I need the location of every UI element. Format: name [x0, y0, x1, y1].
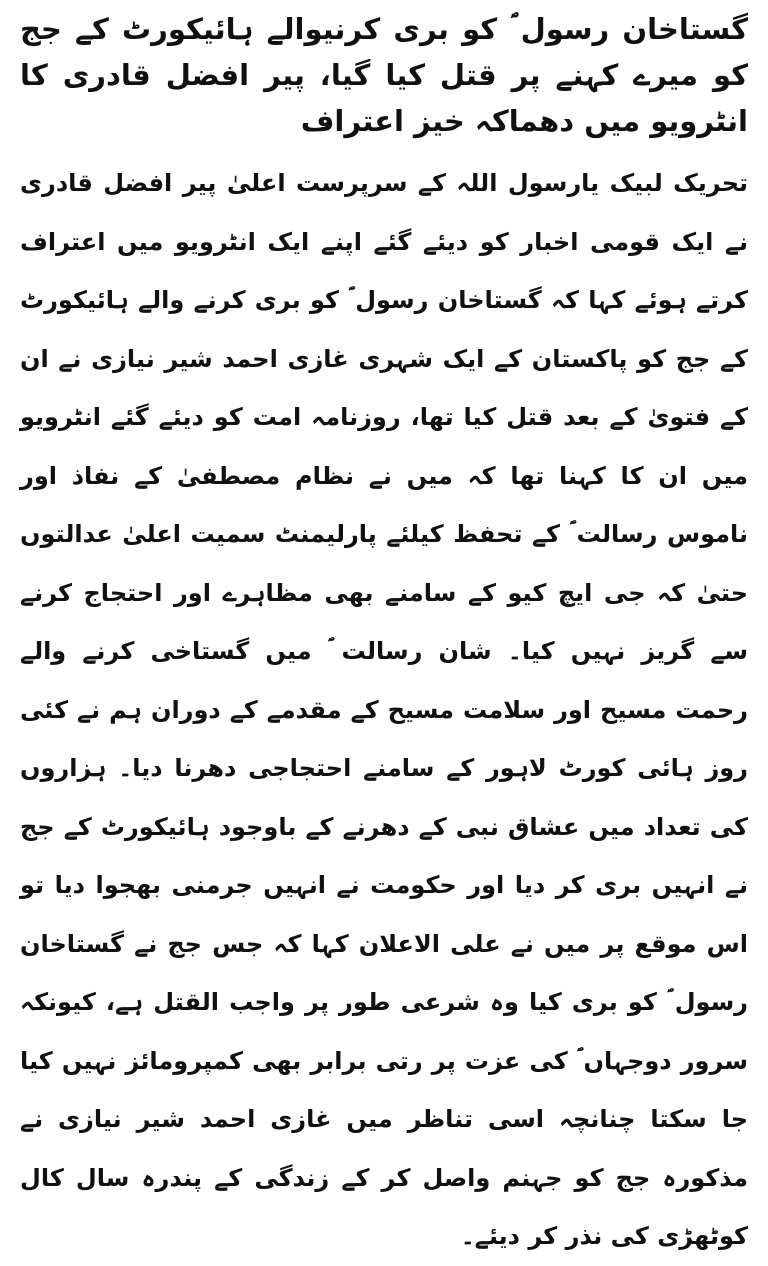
- article-body: تحریک لبیک یارسول اللہ کے سرپرست اعلیٰ پیر افضل قادری نے ایک قومی اخبار کو دیئے گئے اپنے ایک انٹرویو میں اعتراف کرتے ہوئے کہا کہ گستاخان رسول ؐ کو بری کرنے والے ہائیکورٹ کے جج کو پاکستان کے ایک شہری غازی احمد شیر نیازی نے ان کے فتویٰ کے بعد قتل کیا تھا، روزنامہ امت کو دیئے گئے انٹرویو میں ان کا کہنا تھا کہ میں نے نظام مصطفیٰ کے نفاذ اور ناموس رسالت ؐ کے تحفظ کیلئے پارلیمنٹ سمیت اعلیٰ عدالتوں حتیٰ کہ جی ایچ کیو کے سامنے بھی مظاہرے اور احتجاج کرنے سے گریز نہیں کیا۔ شان رسالت ؐ میں گستاخی کرنے والے رحمت مسیح اور سلامت مسیح کے مقدمے کے دوران ہم نے کئی روز ہائی کورٹ لاہور کے سامنے احتجاجی دھرنا دیا۔ ہزاروں کی تعداد میں عشاق نبی کے دھرنے کے باوجود ہائیکورٹ کے جج نے انہیں بری کر دیا اور حکومت نے انہیں جرمنی بھجوا دیا تو اس موقع پر میں نے علی الاعلان کہا کہ جس جج نے گستاخان رسول ؐ کو بری کیا وہ شرعی طور پر واجب القتل ہے، کیونکہ سرور دوجہاں ؐ کی عزت پر رتی برابر بھی کمپرومائز نہیں کیا جا سکتا چنانچہ اسی تناظر میں غازی احمد شیر نیازی نے مذکورہ جج کو جہنم واصل کر کے زندگی کے پندرہ سال کال کوٹھڑی کی نذر کر دیئے۔: [20, 169, 748, 1250]
- article-headline: گستاخان رسول ؐ کو بری کرنیوالے ہائیکورٹ کے جج کو میرے کہنے پر قتل کیا گیا، پیر افضل قادری کا انٹرویو میں دھماکہ خیز اعتراف: [20, 12, 748, 138]
